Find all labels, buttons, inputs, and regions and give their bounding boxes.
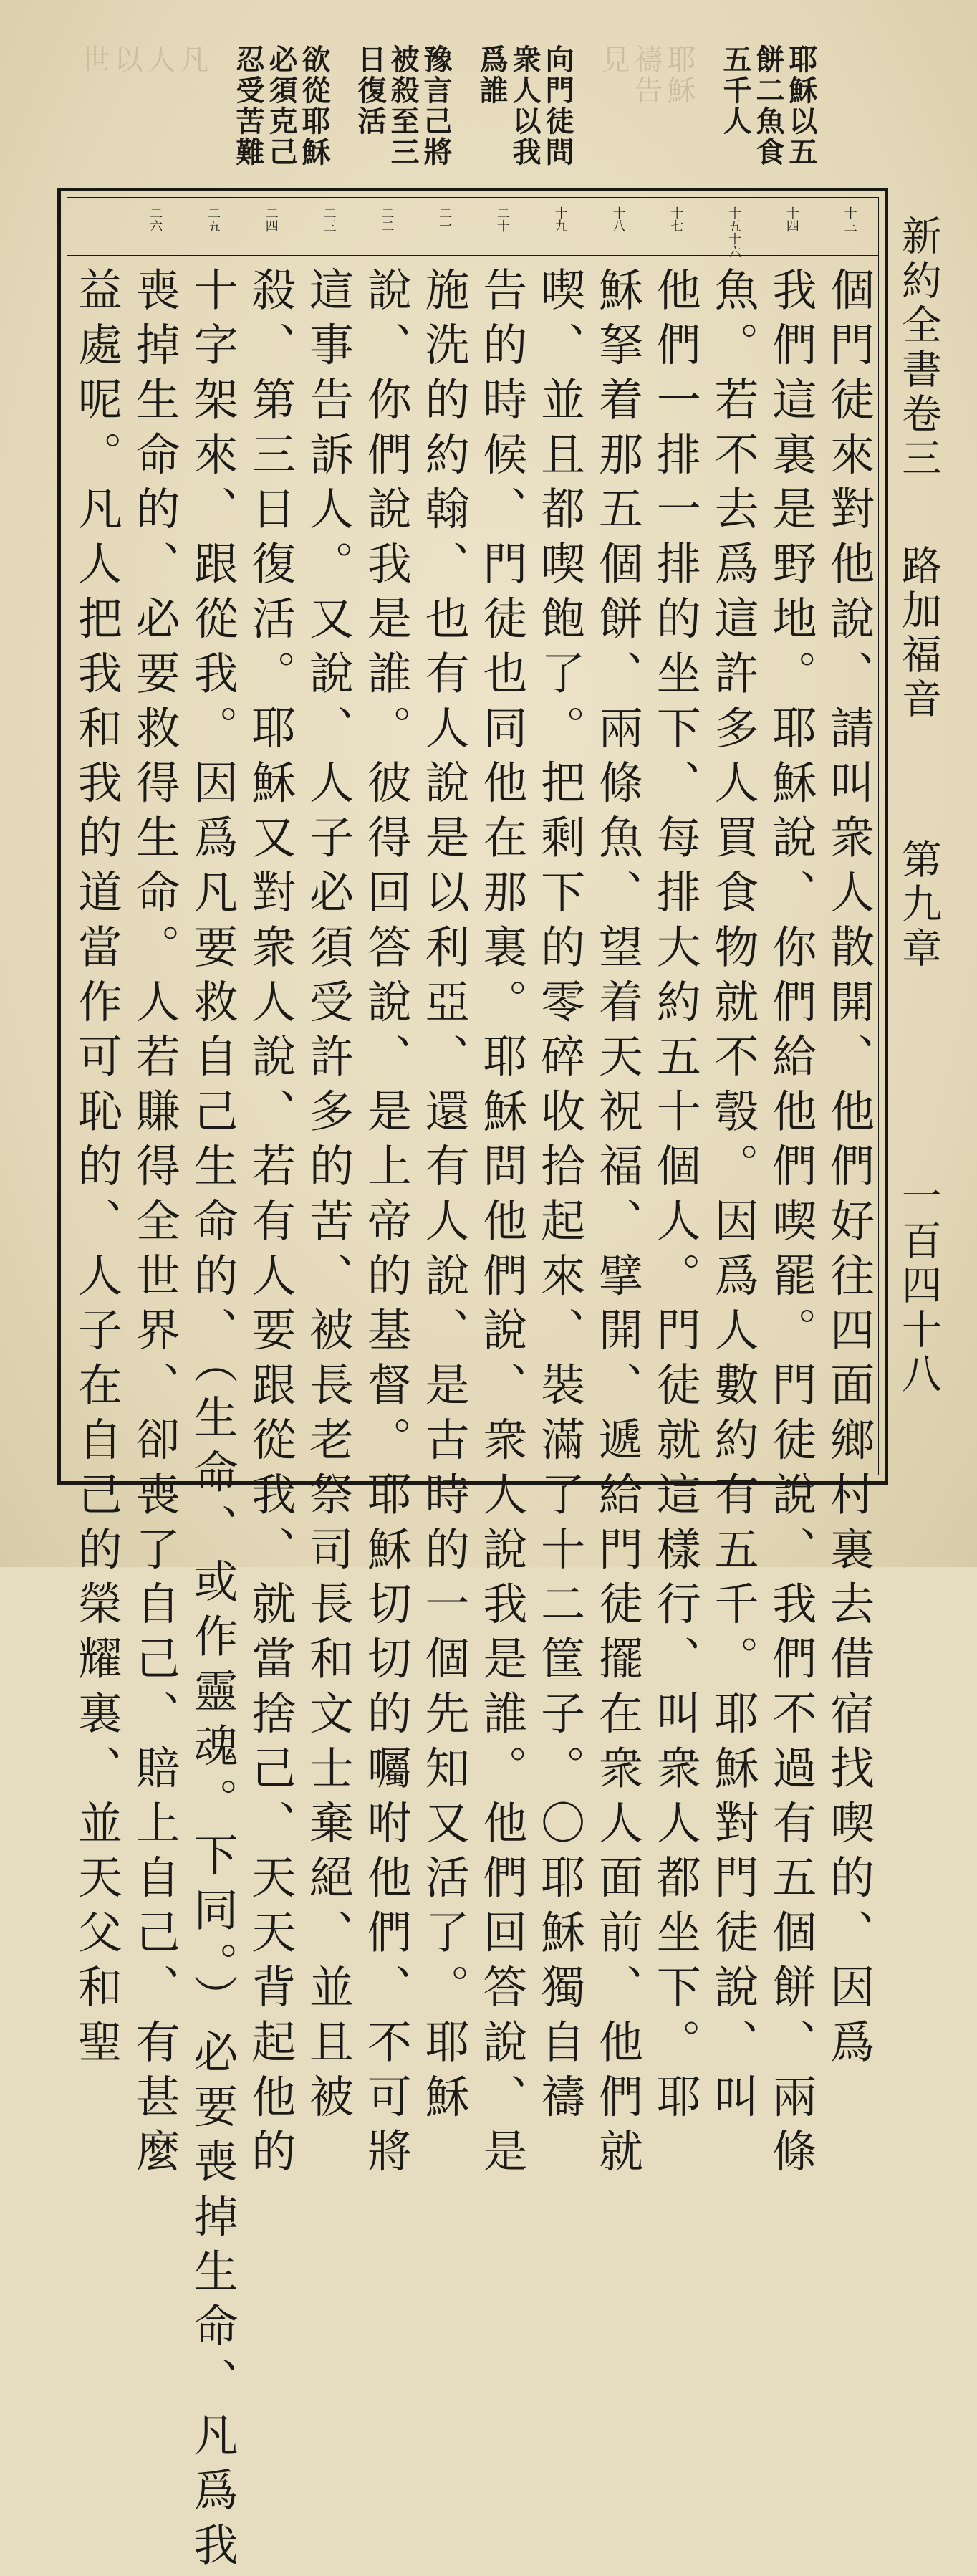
headnote-line: 禱告 — [630, 44, 663, 106]
headnote-line: 衆人以我 — [508, 44, 542, 168]
running-head-book: 路加福音 — [895, 545, 942, 722]
text-column: 說、你們說我是誰。彼得回答說、是上帝的基督。耶穌切切的囑咐他們、不可將 — [360, 267, 413, 2183]
marginal-headnotes — [77, 44, 818, 188]
text-column: 喪掉生命的、必要救得生命。人若賺得全世界、卻喪了自己、賠上自己、有甚麼 — [128, 267, 181, 2183]
headnote-line: 耶穌 — [663, 44, 696, 106]
headnote-line: 見 — [597, 44, 630, 75]
headnote-line: 耶穌以五 — [784, 44, 818, 168]
text-column: 喫、並且都喫飽了。把剩下的零碎收拾起來、裝滿了十二筐子。〇耶穌獨自禱 — [533, 267, 586, 2128]
text-frame-inner — [67, 197, 879, 2576]
verse-number-row — [67, 198, 878, 256]
headnote-line: 爲誰 — [475, 44, 509, 106]
headnote-group — [719, 44, 817, 168]
page-number: 一百四十八 — [895, 1175, 942, 1397]
verse-number: 二五 — [205, 206, 221, 232]
verse-number: 二六 — [148, 206, 163, 232]
verse-number: 十八 — [610, 206, 626, 232]
verse-number: 二三 — [321, 206, 337, 232]
headnote-line: 豫言己將 — [419, 44, 453, 168]
verse-number: 十七 — [668, 206, 684, 232]
text-column: 殺、第三日復活。耶穌又對衆人說、若有人要跟從我、就當捨己、天天背起他的 — [244, 267, 297, 2183]
text-column: 這事告訴人。又說、人子必須受許多的苦、被長老祭司長和文士棄絕、並且被 — [302, 267, 355, 2128]
verse-number: 十四 — [784, 206, 799, 232]
text-column: 他們一排一排的坐下、每排大約五十個人。門徒就這樣行、叫衆人都坐下。耶 — [649, 267, 702, 2128]
verse-number: 十三 — [842, 206, 857, 232]
headnote-group — [354, 44, 451, 168]
verse-number: 十九 — [552, 206, 568, 232]
text-column: 我們這裏是野地。耶穌說、你們給他們喫罷。門徒說、我們不過有五個餅、兩條 — [764, 267, 817, 2183]
text-frame — [57, 188, 888, 2576]
running-head-chapter: 第九章 — [895, 838, 942, 972]
headnote-group — [232, 44, 329, 168]
headnote-group — [597, 44, 695, 106]
headnote-line: 必須克己 — [264, 44, 298, 168]
body-text — [67, 257, 878, 2576]
verse-number: 十五十六 — [726, 206, 742, 258]
running-head-title: 新約全書卷三 — [895, 215, 942, 482]
headnote-line: 人 — [143, 44, 175, 75]
headnote-group — [476, 44, 573, 168]
text-column: 魚。若不去爲這許多人買食物就不彀。因爲人數約有五千。耶穌對門徒說、叫 — [707, 267, 760, 2128]
headnote-line: 日復活 — [353, 44, 387, 137]
verse-number: 二十 — [494, 206, 510, 232]
text-column: 施洗的約翰、也有人說是以利亞、還有人說、是古時的一個先知又活了。耶穌 — [418, 267, 471, 2128]
verse-number: 二一 — [437, 206, 453, 232]
headnote-line: 餅二魚食 — [751, 44, 785, 168]
verse-number: 二四 — [263, 206, 279, 232]
text-column: 十字架來、跟從我。因爲凡要救自己生命的、（生命、或作靈魂。下同。）必要喪掉生命、凡爲我 — [186, 267, 239, 2576]
text-column: 益處呢。凡人把我和我的道當作可恥的、人子在自己的榮耀裏、並天父和聖 — [70, 267, 123, 2074]
headnote-line: 五千人 — [718, 44, 752, 137]
headnote-line: 欲從耶穌 — [297, 44, 331, 168]
text-column: 個門徒來對他說、請叫衆人散開、他們好往四面鄉村裏去借宿找喫的、因爲 — [822, 267, 875, 2074]
running-head — [897, 215, 954, 1476]
text-column: 穌拏着那五個餅、兩條魚、望着天祝福、擘開、遞給門徒擺在衆人面前、他們就 — [591, 267, 644, 2183]
headnote-line: 向門徒問 — [541, 44, 574, 168]
text-column: 告的時候、門徒也同他在那裏。耶穌問他們說、衆人說我是誰。他們回答說、是 — [475, 267, 528, 2183]
verse-number: 二二 — [379, 206, 395, 232]
headnote-group — [77, 44, 208, 75]
headnote-line: 被殺至三 — [386, 44, 420, 168]
headnote-line: 忍受苦難 — [231, 44, 265, 168]
headnote-line: 以 — [110, 44, 143, 75]
headnote-line: 世 — [77, 44, 110, 75]
headnote-line: 凡 — [175, 44, 208, 75]
